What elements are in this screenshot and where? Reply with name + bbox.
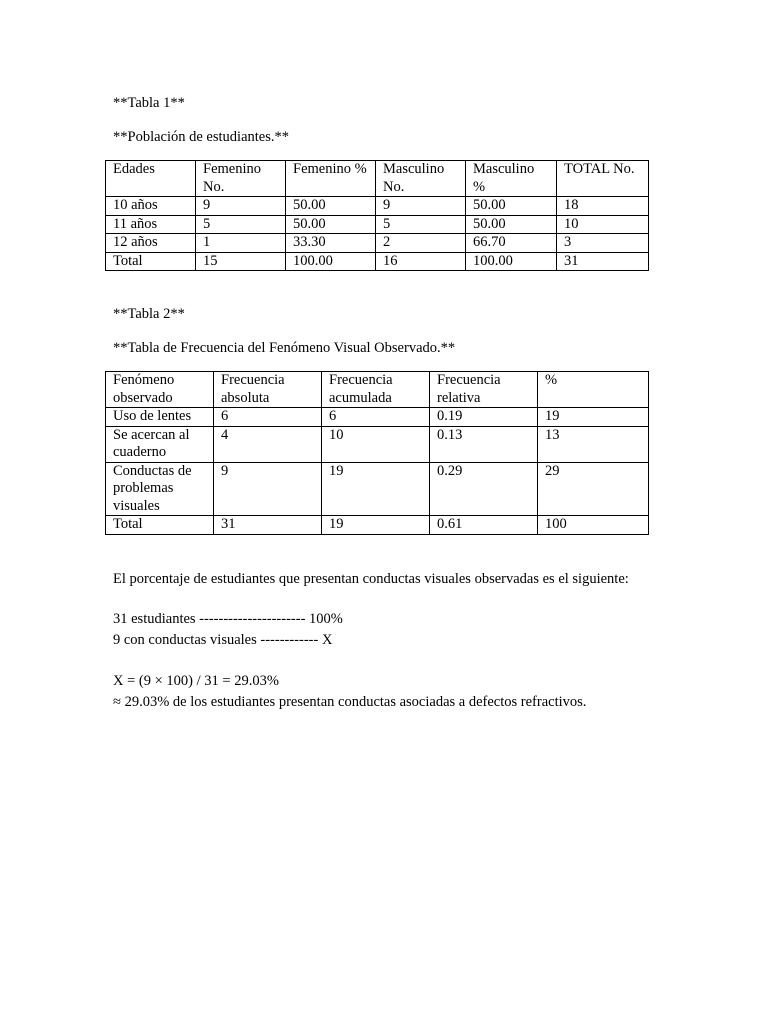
table-cell: 100: [538, 516, 649, 535]
conclusion-line: ≈ 29.03% de los estudiantes presentan conductas asociadas a defectos refractivos.: [113, 694, 587, 710]
table-cell: 50.00: [466, 215, 557, 234]
table-cell: Se acercan al cuaderno: [106, 426, 214, 462]
table-cell: 100.00: [466, 252, 557, 271]
table-cell: 6: [322, 408, 430, 427]
table-header-row: [106, 372, 649, 408]
table-cell: 10 años: [106, 197, 196, 216]
population-table: [105, 160, 649, 271]
table-row: [106, 197, 649, 216]
table-cell: 9: [214, 462, 322, 516]
table-cell: Conductas de problemas visuales: [106, 462, 214, 516]
header-cell: Frecuencia relativa: [430, 372, 538, 408]
table-cell: 50.00: [466, 197, 557, 216]
table-cell: 66.70: [466, 234, 557, 253]
table-row: [106, 234, 649, 253]
table-cell: 16: [376, 252, 466, 271]
frequency-table: [105, 371, 649, 535]
table-cell: 15: [196, 252, 286, 271]
table-total-row: [106, 252, 649, 271]
table-cell: 10: [557, 215, 649, 234]
table-cell: 31: [557, 252, 649, 271]
table2-caption: **Tabla 2**: [113, 306, 185, 322]
table-cell: 9: [196, 197, 286, 216]
table-cell: 5: [376, 215, 466, 234]
table-cell: 3: [557, 234, 649, 253]
table-cell: 9: [376, 197, 466, 216]
table2-subtitle: **Tabla de Frecuencia del Fenómeno Visual Observado.**: [113, 340, 456, 356]
table-cell: 100.00: [286, 252, 376, 271]
table-row: [106, 426, 649, 462]
header-cell: Edades: [106, 161, 196, 197]
table-cell: Uso de lentes: [106, 408, 214, 427]
table-header-row: [106, 161, 649, 197]
table-cell: 31: [214, 516, 322, 535]
formula-line: X = (9 × 100) / 31 = 29.03%: [113, 673, 279, 689]
table-cell: 29: [538, 462, 649, 516]
table-cell: 19: [322, 516, 430, 535]
table-cell: 5: [196, 215, 286, 234]
header-cell: Frecuencia absoluta: [214, 372, 322, 408]
table-cell: 0.13: [430, 426, 538, 462]
table-cell: 50.00: [286, 197, 376, 216]
table-cell: 2: [376, 234, 466, 253]
header-cell: Masculino No.: [376, 161, 466, 197]
header-cell: Femenino %: [286, 161, 376, 197]
table-row: [106, 462, 649, 516]
table-cell: 0.61: [430, 516, 538, 535]
table-row: [106, 408, 649, 427]
table-total-row: [106, 516, 649, 535]
table-cell: 0.19: [430, 408, 538, 427]
table1-caption: **Tabla 1**: [113, 95, 185, 111]
rule-line-2: 9 con conductas visuales ------------ X: [113, 632, 333, 648]
table-cell: 0.29: [430, 462, 538, 516]
header-cell: TOTAL No.: [557, 161, 649, 197]
header-cell: Frecuencia acumulada: [322, 372, 430, 408]
table-cell: 4: [214, 426, 322, 462]
header-cell: %: [538, 372, 649, 408]
table-cell: 19: [538, 408, 649, 427]
header-cell: Masculino %: [466, 161, 557, 197]
table-cell: 50.00: [286, 215, 376, 234]
table-cell: 10: [322, 426, 430, 462]
table-cell: 11 años: [106, 215, 196, 234]
table-cell: 12 años: [106, 234, 196, 253]
table-cell: 19: [322, 462, 430, 516]
table-cell: 33.30: [286, 234, 376, 253]
table-cell: 13: [538, 426, 649, 462]
intro-paragraph: El porcentaje de estudiantes que presentan conductas visuales observadas es el siguiente:: [113, 571, 629, 587]
table-cell: 6: [214, 408, 322, 427]
header-cell: Femenino No.: [196, 161, 286, 197]
table-cell: Total: [106, 252, 196, 271]
header-cell: Fenómeno observado: [106, 372, 214, 408]
table-cell: Total: [106, 516, 214, 535]
table-cell: 18: [557, 197, 649, 216]
rule-line-1: 31 estudiantes ---------------------- 100%: [113, 611, 343, 627]
table-cell: 1: [196, 234, 286, 253]
table1-subtitle: **Población de estudiantes.**: [113, 129, 289, 145]
table-row: [106, 215, 649, 234]
